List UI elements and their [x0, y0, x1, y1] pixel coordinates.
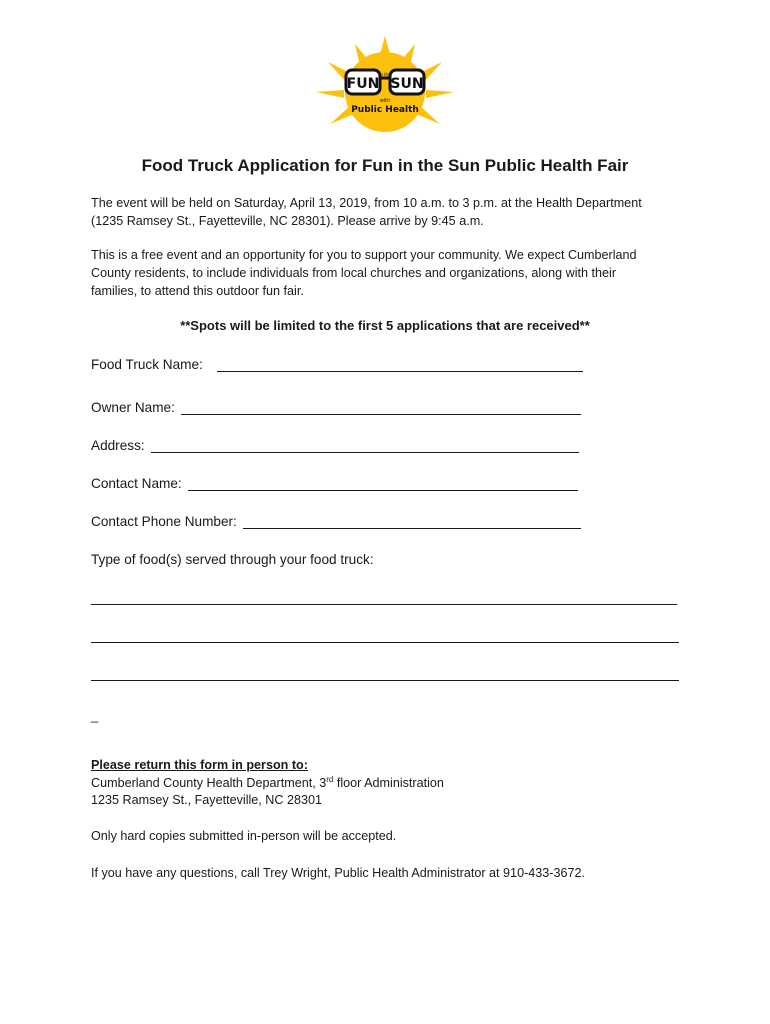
return-address-line-1b: floor Administration [333, 776, 444, 791]
event-details-line-2: (1235 Ramsey St., Fayetteville, NC 28301). Please arrive by 9:45 a.m. [91, 214, 484, 228]
event-description-line-1: This is a free event and an opportunity for you to support your community. We expect Cumberland [91, 248, 637, 262]
page-title: Food Truck Application for Fun in the Sun Public Health Fair [141, 156, 629, 175]
spots-limited-note: **Spots will be limited to the first 5 applications that are received** [180, 318, 590, 333]
contact-name-line[interactable] [188, 476, 578, 491]
logo-fun-text: FUN [346, 76, 380, 92]
contact-phone-line[interactable] [243, 514, 581, 529]
logo-with-text: with [379, 98, 391, 104]
food-truck-name-field[interactable] [91, 357, 583, 372]
food-types-field [91, 552, 374, 567]
return-heading: Please return this form in person to: [91, 758, 308, 772]
event-details-line-1: The event will be held on Saturday, April 13, 2019, from 10 a.m. to 3 p.m. at the Health Department [91, 196, 642, 210]
return-address-line-1 [91, 775, 444, 790]
event-details [91, 194, 691, 230]
event-description [91, 246, 691, 300]
event-description-line-2: County residents, to include individuals from local churches and organizations, along with their [91, 266, 617, 280]
return-address-line-2: 1235 Ramsey St., Fayetteville, NC 28301 [91, 793, 322, 807]
food-types-line-1[interactable] [91, 604, 677, 605]
logo-public-health-text: Public Health [351, 105, 419, 115]
food-types-line-3[interactable] [91, 680, 679, 681]
trailing-underscore: _ [91, 708, 99, 723]
questions-note: If you have any questions, call Trey Wright, Public Health Administrator at 910-433-3672. [91, 866, 585, 880]
owner-name-line[interactable] [181, 400, 581, 415]
ordinal-suffix: rd [326, 775, 334, 784]
address-label: Address: [91, 438, 145, 453]
logo-sun-text: SUN [390, 76, 424, 92]
food-types-line-2[interactable] [91, 642, 679, 643]
food-truck-name-line[interactable] [217, 357, 583, 372]
contact-phone-label: Contact Phone Number: [91, 514, 237, 529]
hard-copies-note: Only hard copies submitted in-person will be accepted. [91, 829, 397, 843]
contact-name-field[interactable] [91, 476, 578, 491]
return-address-line-1a: Cumberland County Health Department, 3 [91, 776, 327, 791]
event-description-line-3: families, to attend this outdoor fun fair. [91, 284, 304, 298]
address-line[interactable] [151, 438, 579, 453]
owner-name-field[interactable] [91, 400, 581, 415]
contact-name-label: Contact Name: [91, 476, 182, 491]
contact-phone-field[interactable] [91, 514, 581, 529]
fun-in-the-sun-logo [310, 36, 460, 136]
food-truck-name-label: Food Truck Name: [91, 357, 203, 372]
owner-name-label: Owner Name: [91, 400, 175, 415]
food-types-label: Type of food(s) served through your food truck: [91, 552, 374, 567]
address-field[interactable] [91, 438, 579, 453]
logo-inthe-text: in the [379, 72, 391, 77]
